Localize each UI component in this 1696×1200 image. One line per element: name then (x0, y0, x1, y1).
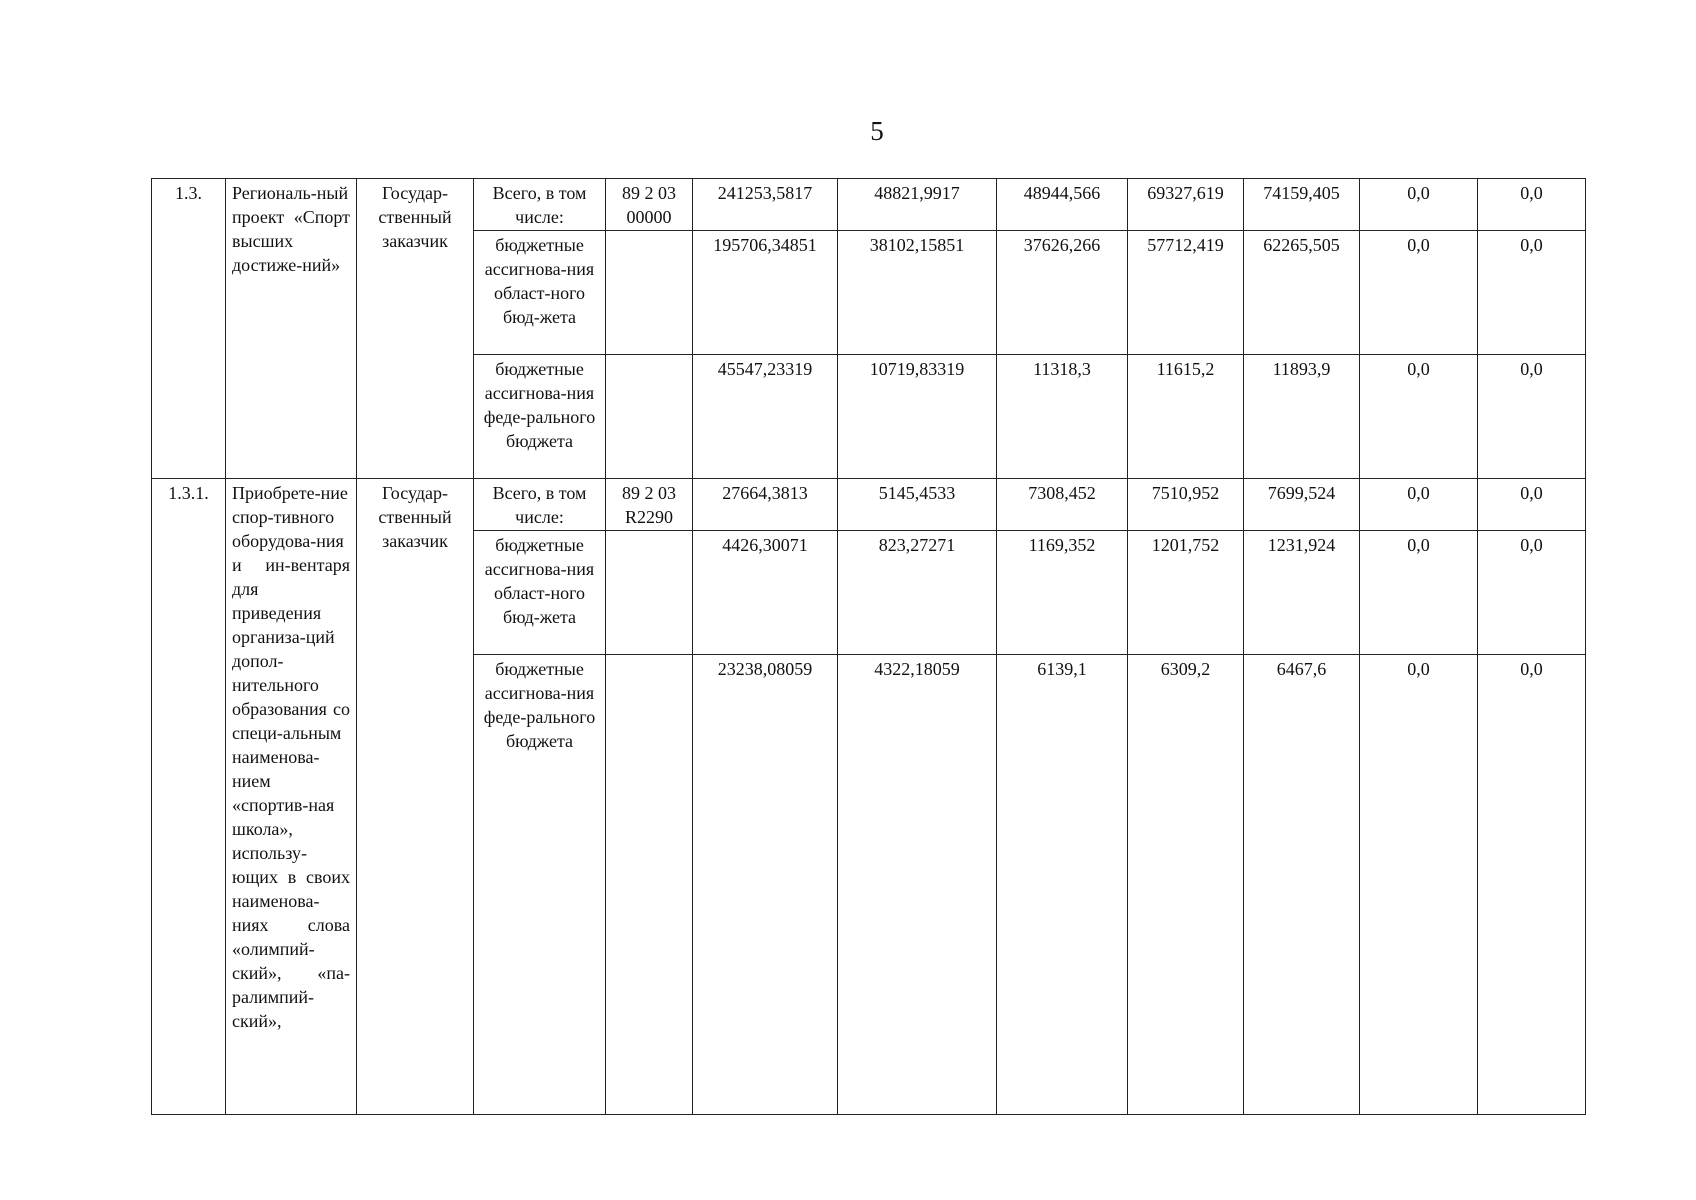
budget-code (606, 531, 693, 655)
amount-cell: 10719,83319 (838, 355, 997, 479)
amount-cell: 0,0 (1478, 655, 1586, 1115)
budget-table (151, 178, 1586, 1115)
amount-cell: 48944,566 (997, 179, 1128, 231)
amount-cell: 241253,5817 (693, 179, 838, 231)
amount-cell: 57712,419 (1128, 231, 1244, 355)
budget-code (606, 231, 693, 355)
table-row (152, 479, 1586, 531)
customer: Государ-ственный заказчик (357, 179, 474, 479)
amount-cell: 1231,924 (1244, 531, 1360, 655)
amount-cell: 38102,15851 (838, 231, 997, 355)
amount-cell: 0,0 (1360, 479, 1478, 531)
customer: Государ-ственный заказчик (357, 479, 474, 1115)
budget-code (606, 355, 693, 479)
amount-cell: 823,27271 (838, 531, 997, 655)
amount-cell: 4322,18059 (838, 655, 997, 1115)
budget-code (606, 655, 693, 1115)
amount-cell: 0,0 (1478, 355, 1586, 479)
amount-cell: 6467,6 (1244, 655, 1360, 1115)
amount-cell: 11318,3 (997, 355, 1128, 479)
page-number: 5 (870, 116, 884, 146)
amount-cell: 195706,34851 (693, 231, 838, 355)
amount-cell: 62265,505 (1244, 231, 1360, 355)
amount-cell: 1201,752 (1128, 531, 1244, 655)
amount-cell: 69327,619 (1128, 179, 1244, 231)
amount-cell: 27664,3813 (693, 479, 838, 531)
amount-cell: 7510,952 (1128, 479, 1244, 531)
amount-cell: 37626,266 (997, 231, 1128, 355)
budget-code: 89 2 03 R2290 (606, 479, 693, 531)
amount-cell: 6139,1 (997, 655, 1128, 1115)
project-name: Региональ-ный проект «Спорт высших достиже-ний» (226, 179, 357, 479)
amount-cell: 0,0 (1360, 179, 1478, 231)
amount-cell: 7699,524 (1244, 479, 1360, 531)
funding-source: бюджетные ассигнова-ния област-ного бюд-жета (474, 231, 606, 355)
row-number: 1.3.1. (152, 479, 226, 1115)
table-row (152, 179, 1586, 231)
amount-cell: 0,0 (1478, 479, 1586, 531)
amount-cell: 45547,23319 (693, 355, 838, 479)
amount-cell: 1169,352 (997, 531, 1128, 655)
funding-source: бюджетные ассигнова-ния феде-рального бюджета (474, 655, 606, 1115)
amount-cell: 0,0 (1360, 655, 1478, 1115)
amount-cell: 0,0 (1360, 355, 1478, 479)
amount-cell: 23238,08059 (693, 655, 838, 1115)
project-name: Приобрете-ние спор-тивного оборудова-ния и ин-вентаря для приведения организа-ций допол-нительного образования со специ-альным наименова-нием «спортив-ная школа», использу-ющих в своих наименова-ниях слова «олимпий-ский», «па-ралимпий-ский», (226, 479, 357, 1115)
amount-cell: 0,0 (1478, 531, 1586, 655)
row-number: 1.3. (152, 179, 226, 479)
amount-cell: 74159,405 (1244, 179, 1360, 231)
funding-source: бюджетные ассигнова-ния феде-рального бюджета (474, 355, 606, 479)
amount-cell: 4426,30071 (693, 531, 838, 655)
amount-cell: 11893,9 (1244, 355, 1360, 479)
budget-code: 89 2 03 00000 (606, 179, 693, 231)
amount-cell: 0,0 (1478, 179, 1586, 231)
funding-source: бюджетные ассигнова-ния област-ного бюд-жета (474, 531, 606, 655)
amount-cell: 7308,452 (997, 479, 1128, 531)
amount-cell: 5145,4533 (838, 479, 997, 531)
amount-cell: 6309,2 (1128, 655, 1244, 1115)
amount-cell: 48821,9917 (838, 179, 997, 231)
amount-cell: 11615,2 (1128, 355, 1244, 479)
funding-source: Всего, в том числе: (474, 179, 606, 231)
amount-cell: 0,0 (1360, 531, 1478, 655)
amount-cell: 0,0 (1360, 231, 1478, 355)
amount-cell: 0,0 (1478, 231, 1586, 355)
funding-source: Всего, в том числе: (474, 479, 606, 531)
